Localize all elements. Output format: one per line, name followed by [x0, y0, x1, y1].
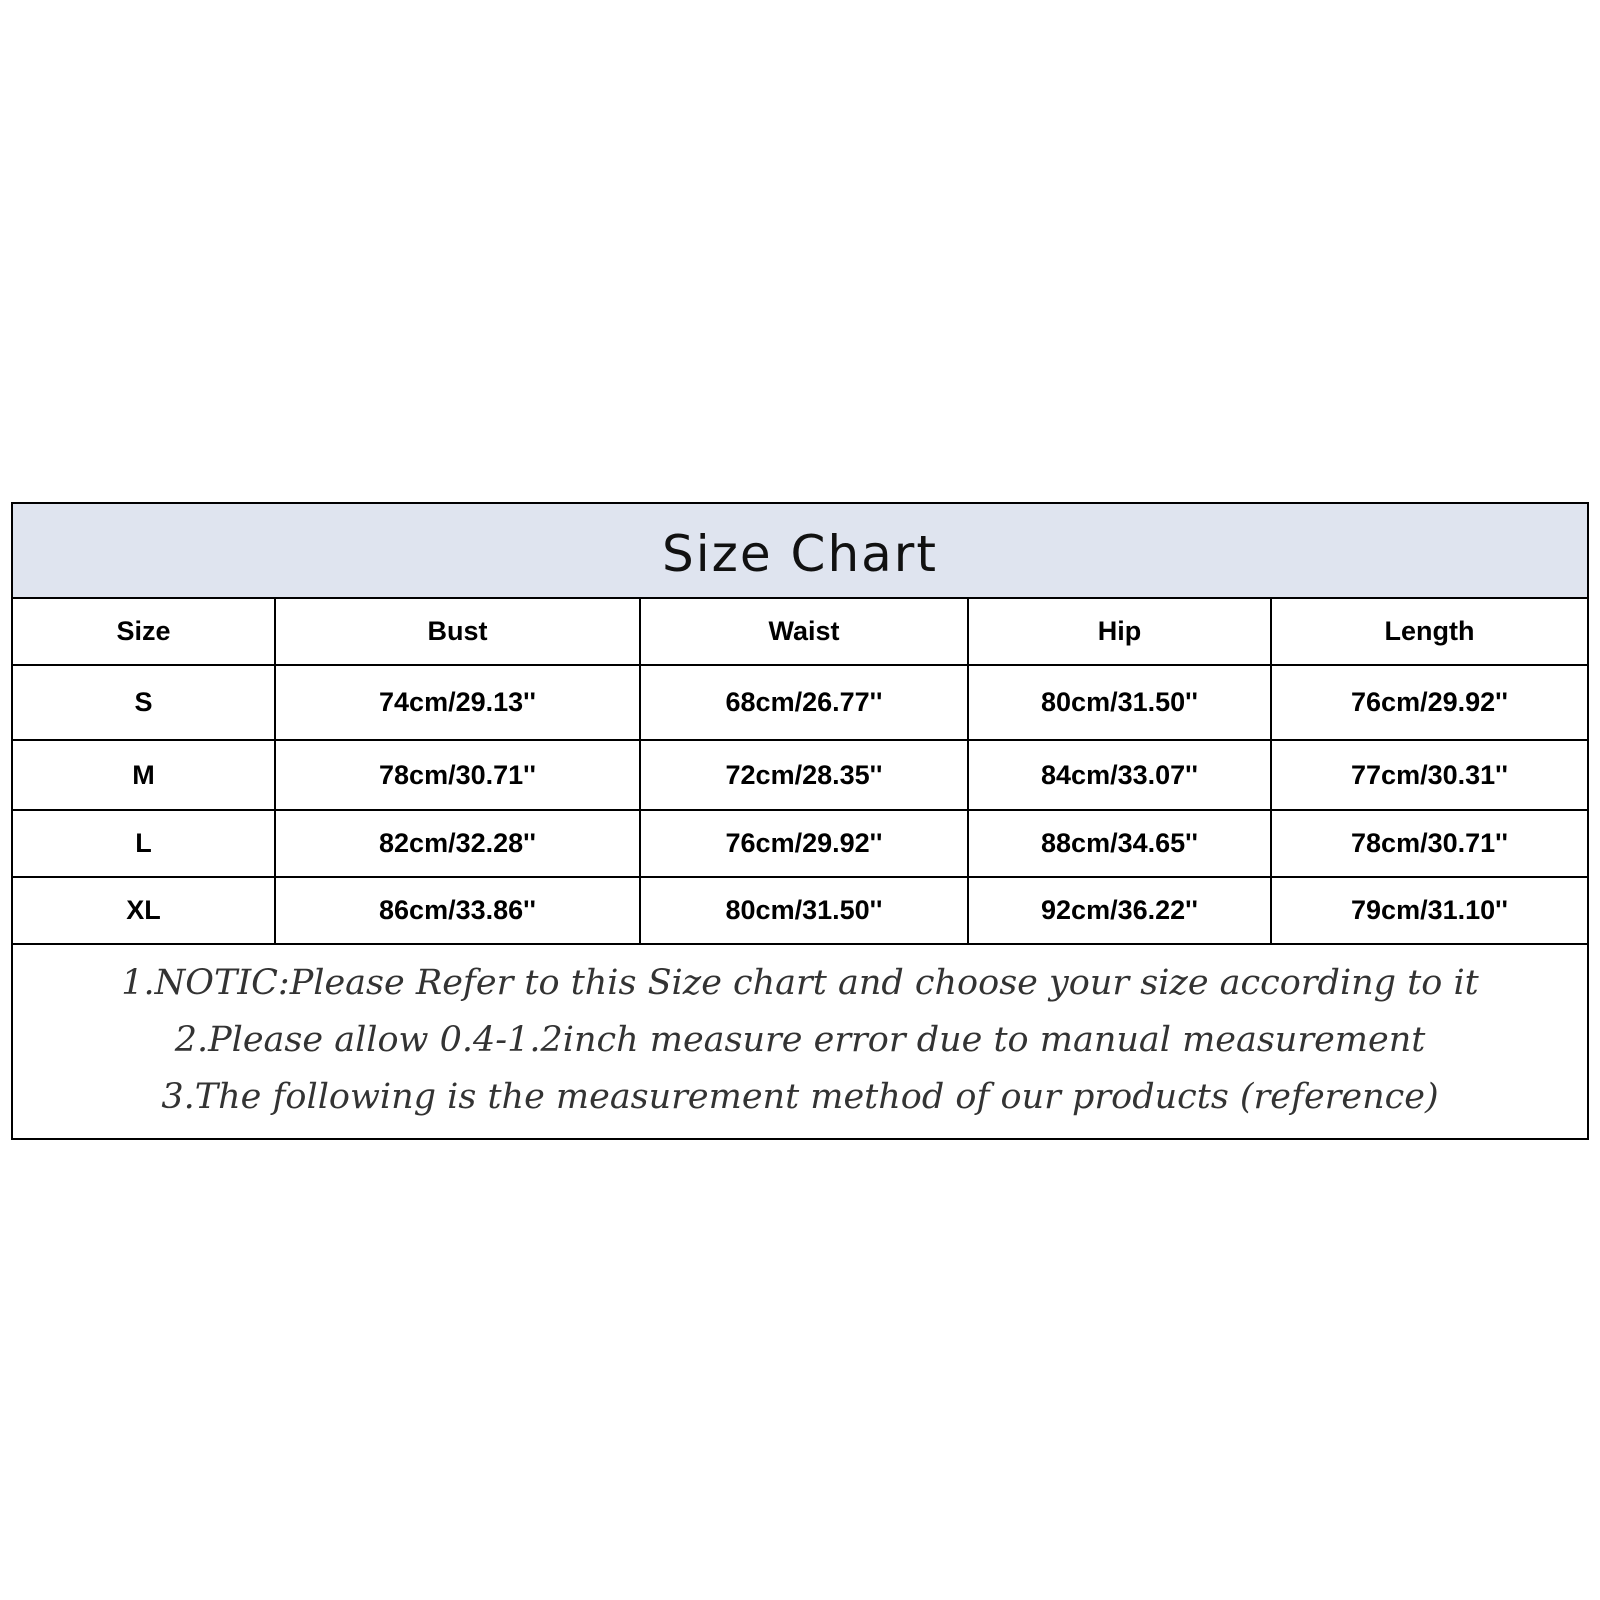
- column-header-size: Size: [13, 599, 275, 665]
- cell-size: XL: [13, 877, 275, 944]
- cell-waist: 72cm/28.35'': [640, 740, 968, 810]
- cell-hip: 88cm/34.65'': [968, 810, 1271, 877]
- cell-waist: 68cm/26.77'': [640, 665, 968, 740]
- cell-bust: 78cm/30.71'': [275, 740, 640, 810]
- size-table: [13, 599, 1587, 945]
- table-header-row: [13, 599, 1587, 665]
- column-header-length: Length: [1271, 599, 1587, 665]
- table-row: [13, 810, 1587, 877]
- cell-length: 79cm/31.10'': [1271, 877, 1587, 944]
- cell-size: S: [13, 665, 275, 740]
- cell-length: 76cm/29.92'': [1271, 665, 1587, 740]
- cell-bust: 82cm/32.28'': [275, 810, 640, 877]
- notes-section: [13, 945, 1587, 1126]
- note-line-2: 2.Please allow 0.4-1.2inch measure error due to manual measurement: [174, 1020, 1426, 1060]
- chart-title: Size Chart: [662, 524, 938, 583]
- cell-size: M: [13, 740, 275, 810]
- table-row: [13, 877, 1587, 944]
- title-bar: [13, 504, 1587, 599]
- note-line-1: 1.NOTIC:Please Refer to this Size chart and choose your size according to it: [121, 963, 1479, 1003]
- column-header-hip: Hip: [968, 599, 1271, 665]
- size-chart: [11, 502, 1589, 1140]
- cell-hip: 80cm/31.50'': [968, 665, 1271, 740]
- cell-length: 77cm/30.31'': [1271, 740, 1587, 810]
- table-row: [13, 665, 1587, 740]
- table-row: [13, 740, 1587, 810]
- column-header-waist: Waist: [640, 599, 968, 665]
- cell-hip: 92cm/36.22'': [968, 877, 1271, 944]
- note-line-3: 3.The following is the measurement method of our products (reference): [161, 1077, 1439, 1117]
- cell-waist: 76cm/29.92'': [640, 810, 968, 877]
- cell-size: L: [13, 810, 275, 877]
- cell-waist: 80cm/31.50'': [640, 877, 968, 944]
- cell-bust: 86cm/33.86'': [275, 877, 640, 944]
- cell-hip: 84cm/33.07'': [968, 740, 1271, 810]
- cell-length: 78cm/30.71'': [1271, 810, 1587, 877]
- cell-bust: 74cm/29.13'': [275, 665, 640, 740]
- column-header-bust: Bust: [275, 599, 640, 665]
